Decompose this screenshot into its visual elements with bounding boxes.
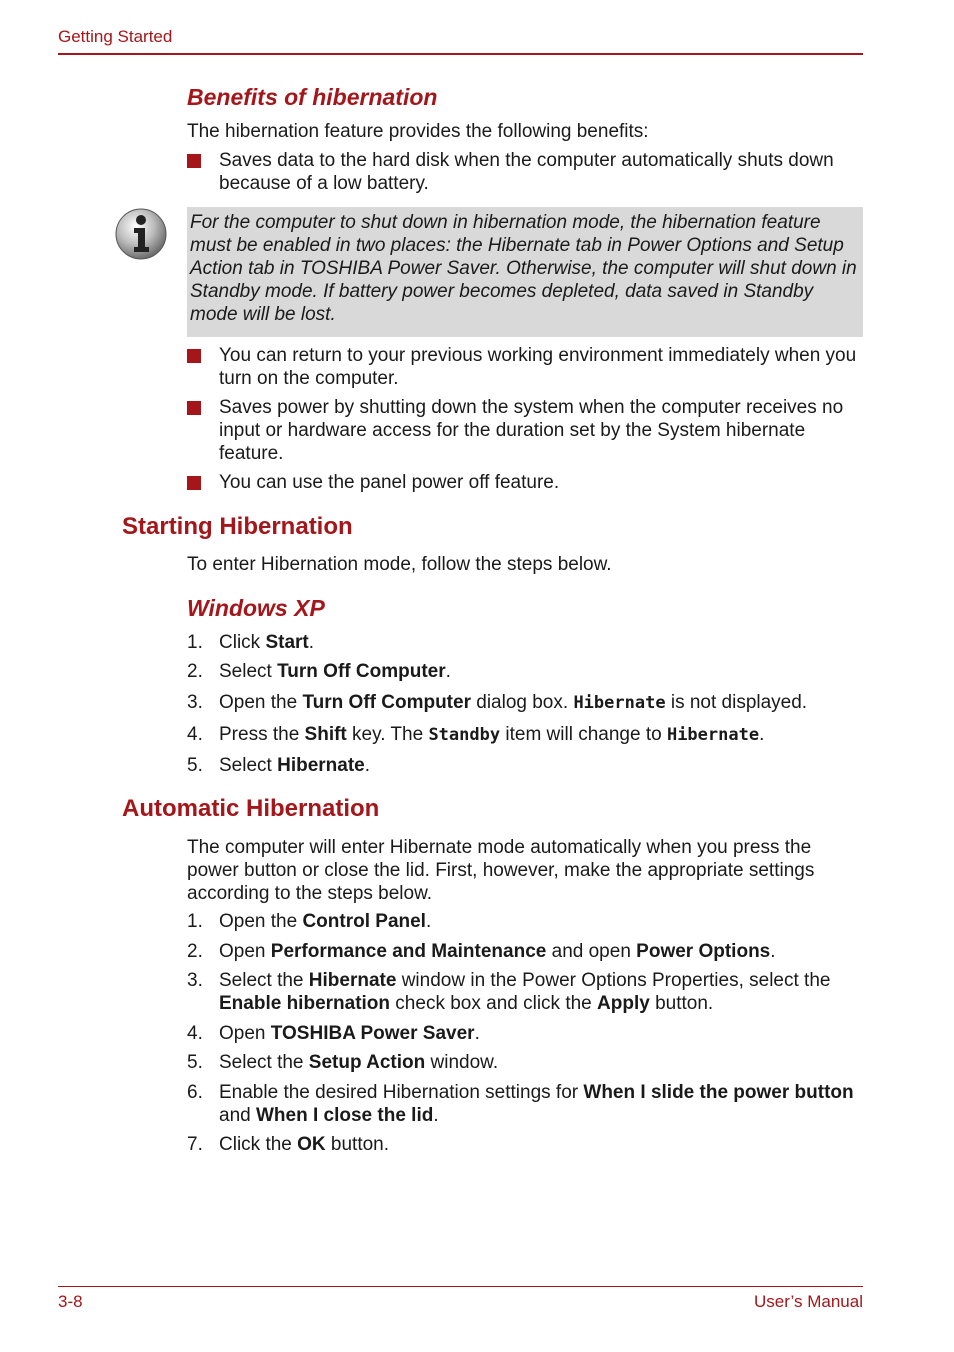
note-box bbox=[187, 207, 863, 337]
step-number: 3. bbox=[187, 692, 203, 713]
step-number: 5. bbox=[187, 1052, 203, 1073]
step-number: 1. bbox=[187, 632, 203, 653]
starting-heading: Starting Hibernation bbox=[122, 513, 353, 540]
step-number: 3. bbox=[187, 970, 203, 991]
benefits-intro: The hibernation feature provides the following benefits: bbox=[187, 121, 649, 142]
benefit-item-4: You can use the panel power off feature. bbox=[219, 472, 560, 493]
step-item: Open Performance and Maintenance and open Power Options. bbox=[219, 941, 776, 962]
running-header: Getting Started bbox=[58, 27, 173, 46]
step-item: Open the Control Panel. bbox=[219, 911, 432, 932]
step-item: Click Start. bbox=[219, 632, 315, 653]
bullet-marker bbox=[187, 154, 201, 168]
step-item: Select the Setup Action window. bbox=[219, 1052, 499, 1073]
step-number: 2. bbox=[187, 661, 203, 682]
page-number: 3-8 bbox=[58, 1292, 83, 1311]
automatic-heading: Automatic Hibernation bbox=[122, 795, 380, 822]
benefit-item-3: Saves power by shutting down the system when the computer receives no input or hardware access for the duration set by the System hibernate feature. bbox=[219, 397, 844, 464]
step-number: 5. bbox=[187, 755, 203, 776]
step-item: Select the Hibernate window in the Power Options Properties, select the Enable hibernation check box and click the Apply button. bbox=[219, 970, 831, 1014]
benefits-heading: Benefits of hibernation bbox=[187, 84, 438, 110]
step-number: 4. bbox=[187, 724, 203, 745]
bullet-marker bbox=[187, 401, 201, 415]
info-icon bbox=[114, 207, 168, 261]
step-number: 1. bbox=[187, 911, 203, 932]
step-number: 6. bbox=[187, 1082, 203, 1103]
windows-xp-heading: Windows XP bbox=[187, 595, 325, 621]
step-item: Select Turn Off Computer. bbox=[219, 661, 451, 682]
footer-rule bbox=[58, 1286, 863, 1287]
step-item: Open TOSHIBA Power Saver. bbox=[219, 1023, 480, 1044]
automatic-intro: The computer will enter Hibernate mode automatically when you press the power button or close the lid. First, however, make the appropriate settings according to the steps below. bbox=[187, 837, 815, 904]
manual-title: User’s Manual bbox=[754, 1292, 863, 1311]
bullet-marker bbox=[187, 476, 201, 490]
header-rule bbox=[58, 53, 863, 55]
step-item: Enable the desired Hibernation settings for When I slide the power button and When I close the lid. bbox=[219, 1082, 854, 1126]
step-number: 7. bbox=[187, 1134, 203, 1155]
step-number: 2. bbox=[187, 941, 203, 962]
benefit-item-1: Saves data to the hard disk when the computer automatically shuts down because of a low battery. bbox=[219, 150, 834, 194]
bullet-marker bbox=[187, 349, 201, 363]
starting-intro: To enter Hibernation mode, follow the steps below. bbox=[187, 554, 612, 575]
benefit-item-2: You can return to your previous working environment immediately when you turn on the computer. bbox=[219, 345, 857, 389]
step-number: 4. bbox=[187, 1023, 203, 1044]
step-item: Select Hibernate. bbox=[219, 755, 371, 776]
note-text: For the computer to shut down in hibernation mode, the hibernation feature must be enabled in two places: the Hibernate tab in Power Options and Setup Action tab in TOSHIBA Power Saver. Otherwise, the computer will shut down in Standby mode. If battery power becomes depleted, data saved in Standby mode will be lost. bbox=[190, 212, 857, 325]
step-item: Click the OK button. bbox=[219, 1134, 390, 1155]
step-item: Press the Shift key. The Standby item will change to Hibernate. bbox=[219, 724, 765, 745]
step-item: Open the Turn Off Computer dialog box. Hibernate is not displayed. bbox=[219, 692, 808, 713]
